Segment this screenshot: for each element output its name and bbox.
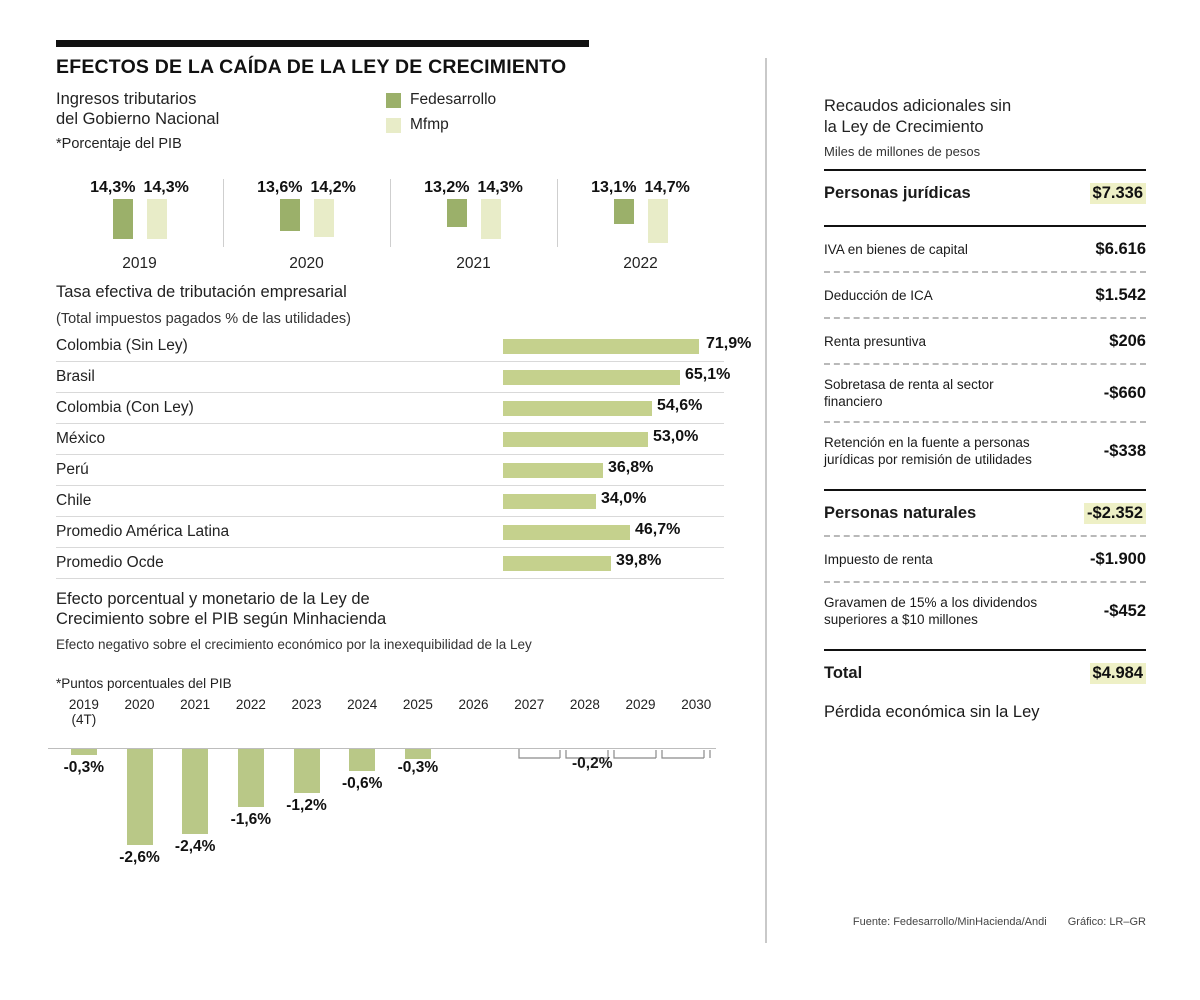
row-bar-wrap [503, 432, 648, 447]
row-value: 53,0% [653, 428, 699, 445]
source-data: Fuente: Fedesarrollo/MinHacienda/Andi [852, 916, 1047, 928]
chart-column [56, 697, 112, 887]
row-bar [503, 432, 648, 447]
row-bar [503, 463, 603, 478]
right-panel-footer: Pérdida económica sin la Ley [824, 703, 1040, 721]
row-label: México [56, 430, 106, 447]
bar-mfmp-2022 [648, 199, 668, 243]
axis-tick-label: 2030 [681, 697, 712, 712]
bar-mfmp-2021 [481, 199, 501, 239]
bar-value: 14,3% [90, 179, 136, 196]
right-panel-title [824, 96, 1146, 138]
bar-fedesarrollo-2019 [113, 199, 133, 239]
value-labels [223, 173, 390, 197]
row-value: $4.984 [1090, 663, 1146, 684]
bar-value: 14,2% [310, 179, 356, 196]
bar-value: -2,4% [174, 838, 216, 855]
brace-bracket [518, 749, 714, 767]
row-bar [503, 556, 611, 571]
axis-tick-label: 2022 [235, 697, 266, 712]
row-label: Renta presuntiva [824, 333, 927, 349]
row-bar-wrap [503, 525, 630, 540]
bar-value: 14,3% [143, 179, 189, 196]
section1-subtitle: *Porcentaje del PIB [56, 136, 182, 152]
list-item [824, 583, 1146, 639]
section2-subtitle: (Total impuestos pagados % de las utilidades) [56, 311, 351, 327]
row-value: 65,1% [685, 366, 731, 383]
row-bar-wrap [503, 401, 652, 416]
bar-2019 [71, 749, 97, 755]
table-row [56, 455, 724, 486]
page-title: EFECTOS DE LA CAÍDA DE LA LEY DE CRECIMIENTO [56, 56, 567, 78]
row-bar [503, 525, 630, 540]
section1-title-line2: del Gobierno Nacional [56, 110, 220, 128]
row-label: Deducción de ICA [824, 287, 933, 303]
list-item [824, 227, 1146, 271]
bar-value: -0,6% [341, 775, 383, 792]
row-label: Chile [56, 492, 92, 509]
axis-tick-label: 2019 (4T) [68, 697, 99, 727]
section1-title-line1: Ingresos tributarios [56, 90, 197, 108]
row-label: IVA en bienes de capital [824, 241, 968, 257]
grouped-bar-chart [56, 173, 724, 273]
right-panel-subtitle: Miles de millones de pesos [824, 144, 981, 159]
bars [223, 199, 390, 241]
bar-2024 [349, 749, 375, 771]
list-item [824, 365, 1146, 421]
row-label: Total [824, 663, 863, 682]
bar-fedesarrollo-2020 [280, 199, 300, 231]
axis-tick-label: 2021 [456, 255, 491, 272]
source-note [824, 916, 1146, 928]
vertical-divider [765, 58, 767, 943]
bar-2023 [294, 749, 320, 793]
row-bar-wrap [503, 463, 603, 478]
bar-value: 13,6% [257, 179, 303, 196]
legend-label-fedesarrollo: Fedesarrollo [410, 91, 497, 108]
year-group [223, 173, 390, 273]
chart-column [223, 697, 279, 887]
table-row [56, 331, 752, 362]
axis-tick-label: 2026 [458, 697, 489, 712]
section3-title-line2: Crecimiento sobre el PIB según Minhacienda [56, 610, 387, 628]
row-value: 71,9% [706, 335, 752, 352]
axis-tick-label: 2020 [289, 255, 324, 272]
row-value: -$452 [1103, 601, 1146, 620]
list-item [824, 319, 1146, 363]
section2-title: Tasa efectiva de tributación empresarial [56, 283, 347, 301]
section3-title [56, 589, 724, 629]
grouped-bar-value: -0,2% [572, 755, 613, 772]
row-value: $206 [1109, 331, 1146, 350]
chart-column [167, 697, 223, 887]
chart-column [334, 697, 390, 887]
row-label: Personas naturales [824, 503, 977, 522]
axis-tick-label: 2021 [180, 697, 211, 712]
table-row [56, 517, 724, 548]
row-bar [503, 494, 596, 509]
title-rule [56, 40, 589, 47]
section-tax-revenue [56, 89, 724, 279]
chart-column [613, 697, 669, 887]
year-group [56, 173, 223, 273]
row-label: Retención en la fuente a personas jurídicas por remisión de utilidades [824, 435, 1032, 467]
row-bar [503, 370, 680, 385]
value-labels [56, 173, 223, 197]
list-item [824, 273, 1146, 317]
row-label: Gravamen de 15% a los dividendos superiores a $10 millones [824, 595, 1038, 627]
row-value: $1.542 [1095, 285, 1146, 304]
left-column [56, 40, 752, 887]
row-value: 54,6% [657, 397, 703, 414]
bar-2021 [182, 749, 208, 834]
table-row [56, 424, 724, 455]
bar-fedesarrollo-2022 [614, 199, 634, 224]
row-label: Brasil [56, 368, 95, 385]
axis-tick-label: 2023 [291, 697, 322, 712]
axis-tick-label: 2019 [122, 255, 157, 272]
row-label: Promedio Ocde [56, 554, 164, 571]
bar-value: -2,6% [119, 849, 160, 866]
bar-value: 14,7% [644, 179, 690, 196]
table-row [56, 362, 731, 393]
bar-2020 [127, 749, 153, 845]
bar-value: 13,1% [591, 179, 637, 196]
list-item [824, 491, 1146, 535]
section3-subtitle: Efecto negativo sobre el crecimiento económico por la inexequibilidad de la Ley [56, 637, 532, 652]
axis-tick-label: 2025 [402, 697, 433, 712]
axis-tick-label: 2029 [625, 697, 656, 712]
row-value: $6.616 [1095, 239, 1146, 258]
list-item [824, 537, 1146, 581]
chart-column [279, 697, 335, 887]
row-label: Colombia (Con Ley) [56, 399, 194, 416]
bar-mfmp-2019 [147, 199, 167, 239]
row-value: -$338 [1103, 441, 1146, 460]
legend-item [386, 116, 496, 134]
year-group [390, 173, 557, 273]
axis-tick-label: 2024 [347, 697, 378, 712]
bar-2022 [238, 749, 264, 807]
row-value: -$2.352 [1084, 503, 1146, 524]
table-row [56, 393, 724, 424]
bar-value: -0,3% [397, 759, 439, 776]
legend-swatch-mfmp [386, 118, 401, 133]
row-value: 46,7% [635, 521, 681, 538]
row-bar [503, 339, 699, 354]
row-label: Impuesto de renta [824, 551, 933, 567]
row-label: Promedio América Latina [56, 523, 230, 540]
chart-column [557, 697, 613, 887]
row-value: -$1.900 [1090, 549, 1146, 568]
right-panel [824, 96, 1146, 928]
right-title-line2: la Ley de Crecimiento [824, 118, 984, 136]
bar-value: 14,3% [477, 179, 523, 196]
year-group [557, 173, 724, 273]
row-label: Perú [56, 461, 89, 478]
chart-columns [56, 697, 724, 887]
axis-tick-label: 2020 [124, 697, 155, 712]
legend [386, 91, 496, 141]
legend-item [386, 91, 496, 109]
chart-column [668, 697, 724, 887]
section3-note: *Puntos porcentuales del PIB [56, 676, 232, 691]
row-value: 39,8% [616, 552, 662, 569]
value-labels [557, 173, 724, 197]
list-item [824, 423, 1146, 479]
bar-2025 [405, 749, 431, 759]
section-effective-tax-rate [56, 283, 752, 579]
bar-value: -1,2% [286, 797, 327, 814]
row-bar-wrap [503, 370, 680, 385]
chart-column [390, 697, 446, 887]
row-value: 34,0% [601, 490, 647, 507]
bars [390, 199, 557, 241]
row-label: Colombia (Sin Ley) [56, 337, 188, 354]
value-labels [390, 173, 557, 197]
row-bar-wrap [503, 339, 699, 354]
bar-value: -1,6% [230, 811, 272, 828]
axis-tick-label: 2028 [569, 697, 600, 712]
row-bar-wrap [503, 494, 596, 509]
bar-value: -0,3% [63, 759, 105, 776]
row-value: 36,8% [608, 459, 654, 476]
row-value: $7.336 [1090, 183, 1146, 204]
legend-swatch-fedesarrollo [386, 93, 401, 108]
row-bar-wrap [503, 556, 611, 571]
row-value: -$660 [1103, 383, 1146, 402]
right-title-line1: Recaudos adicionales sin [824, 97, 1012, 115]
bars [557, 199, 724, 241]
bar-value: 13,2% [424, 179, 470, 196]
chart-column [446, 697, 502, 887]
table-row [56, 486, 724, 517]
legend-label-mfmp: Mfmp [410, 116, 449, 133]
section-gdp-effect [56, 589, 724, 887]
section3-title-line1: Efecto porcentual y monetario de la Ley de [56, 590, 370, 608]
axis-tick-label: 2022 [623, 255, 658, 272]
chart-column [501, 697, 557, 887]
row-label: Personas jurídicas [824, 183, 971, 202]
bar-mfmp-2020 [314, 199, 334, 237]
list-item-total [824, 651, 1146, 695]
row-bar [503, 401, 652, 416]
row-label: Sobretasa de renta al sector financiero [824, 377, 994, 409]
chart-column [112, 697, 168, 887]
bars [56, 199, 223, 241]
list-item [824, 171, 1146, 215]
axis-tick-label: 2027 [514, 697, 545, 712]
table-row [56, 548, 724, 579]
negative-bar-chart [56, 697, 724, 887]
bar-fedesarrollo-2021 [447, 199, 467, 227]
source-graphic: Gráfico: LR–GR [1067, 916, 1146, 928]
